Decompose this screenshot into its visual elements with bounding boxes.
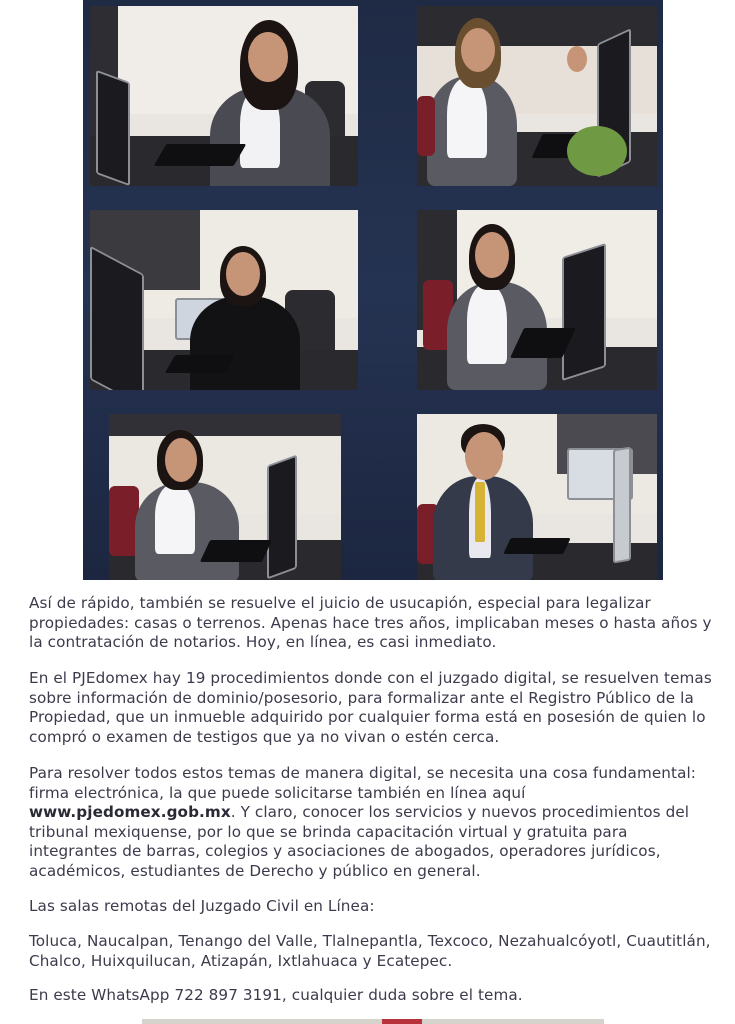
- article-paragraph-firma-electronica: [29, 764, 719, 882]
- pjedomex-link[interactable]: www.pjedomex.gob.mx: [29, 803, 231, 822]
- paragraph-text: Toluca, Naucalpan, Tenango del Valle, Tlalnepantla, Texcoco, Nezahualcóyotl, Cuautitlán, Chalco, Huixquilucan, Atizapán, Ixtlahuaca y Ecatepec.: [29, 932, 711, 970]
- paragraph-text-after-link: . Y claro, conocer los servicios y nuevos procedimientos del tribunal mexiquense, por lo que se brinda capacitación virtual y gratuita para integrantes de barras, colegios y asociaciones de abogados, operadores jurídicos, académicos, estudiantes de Derecho y público en general.: [29, 803, 690, 880]
- next-image-accent: [382, 1019, 422, 1024]
- article-paragraph-salas-list: [29, 932, 719, 971]
- photo-woman-desk-5: [109, 414, 341, 580]
- article-paragraph-whatsapp: [29, 986, 719, 1006]
- paragraph-text-before-link: Para resolver todos estos temas de manera digital, se necesita una cosa fundamental: firma electrónica, la que puede solicitarse también en línea aquí: [29, 764, 697, 802]
- photo-woman-desk-4: [417, 210, 657, 390]
- photo-man-desk-6: [417, 414, 657, 580]
- paragraph-text: En este WhatsApp 722 897 3191, cualquier duda sobre el tema.: [29, 986, 523, 1004]
- photo-woman-desk-2: [417, 6, 657, 186]
- paragraph-text: [29, 764, 719, 882]
- photo-woman-desk-3: [90, 210, 358, 390]
- paragraph-text: Así de rápido, también se resuelve el juicio de usucapión, especial para legalizar propiedades: casas o terrenos. Apenas hace tres años, implicaban meses o hasta años y la contratación de notarios. Hoy, en línea, es casi inmediato.: [29, 594, 712, 652]
- photo-woman-desk-1: [90, 6, 358, 186]
- article-paragraph-salas-intro: [29, 897, 719, 917]
- article-paragraph-procedimientos: [29, 669, 719, 747]
- next-image-edge: [142, 1019, 604, 1024]
- paragraph-text: Las salas remotas del Juzgado Civil en Línea:: [29, 897, 375, 915]
- article-paragraph-usucapion: [29, 594, 719, 653]
- photo-collage: [83, 0, 663, 580]
- paragraph-text: En el PJEdomex hay 19 procedimientos donde con el juzgado digital, se resuelven temas sobre información de dominio/posesorio, para formalizar ante el Registro Público de la Propiedad, que un inmueble adquirido por cualquier forma está en posesión de quien lo compró o examen de testigos que ya no vivan o estén cerca.: [29, 669, 712, 746]
